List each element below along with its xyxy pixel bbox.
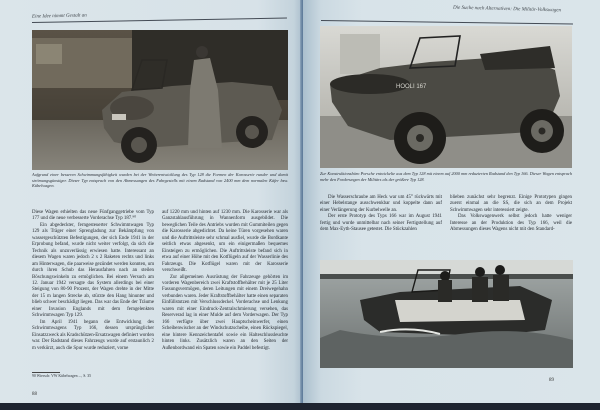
left-text-column-1: [32, 210, 154, 352]
paragraph: Ein abgedeckter, ferngesteuerter Schwimmwagen Typ 129 als Träger einer Sprengladung zur Bekämpfung von wassergeschützten Befestigungen, der sich Ende 1941 in der Erprobung befand, wurde nicht weiter verfolgt, da sich die Technik als unzuverlässig erwiesen hatte. Interessant an diesem Wagen waren jedoch 2 x 2 Raketen rechts und links am Hinterwagen, die paarweise gezündet werden konnten, um durch ihren Schub das Herausfahren nach an steilen Böschungswinkeln zu ermöglichen. Bei einem Versuch am 12. Januar 1942 versagte das System allerdings bei einer Steigung von 80-90 Prozent, der Wagen drehte in der Mitte der 15 m langen Strecke ab, stürzte den Hang hinunter und blieb schwer beschädigt liegen. Das war das Ende der Träume einer Invasion Englands mit dem ferngelenkten Schwimmwagen Typ 129.: [32, 222, 154, 319]
right-header-rule: [321, 20, 573, 25]
footnote: 90 Wiersch: VW Kübelwagen ..., S. 35: [32, 374, 92, 378]
paragraph: blieben zunächst sehr begrenzt. Einige Prototypen gingen zuerst einmal an die SS, die sich an dem Projekt Schwimmwagen sehr interessiert zeigte.: [450, 195, 572, 213]
right-top-photo-schwimmwagen: [320, 26, 572, 168]
left-running-head: Eine Idee nimmt Gestalt an: [31, 13, 87, 20]
svg-text:HOOLI 167: HOOLI 167: [396, 84, 427, 90]
right-text-column-1: [320, 195, 442, 234]
paragraph: Diese Wagen erhielten das neue Fünfganggetriebe vom Typ 177 und die neue verbesserte Vorderachse Typ 187.⁹⁰: [32, 210, 154, 222]
book-bottom-edge: [0, 403, 600, 410]
paragraph: Im April 1941 begann die Entwicklung des Schwimmwagens Typ 166, dessen ursprünglicher Einsatzzweck als Kradschützen-Ersatzwagen definiert worden war. Der Radstand dieses Fahrzeugs wurde auf erstaunlich 2 m verkürzt, auch die Spur wurde reduziert, vorne: [32, 319, 154, 351]
right-photo-caption: Zur Konstruktionsbüro Porsche entwickelte aus dem Typ 128 mit einem auf 2000 mm reduzierten Radstand den Typ 166. Dieser Wagen entsprach mehr den Forderungen der Militärs als der größere Typ 128.: [320, 171, 572, 182]
right-page: [303, 0, 600, 410]
left-page-number: 88: [32, 392, 37, 397]
paragraph: Der erste Prototyp des Typs 166 war im August 1941 fertig und wurde unmittelbar nach seiner Fertigstellung auf dem Max-Eyth-Stausee getestet. Die Stückzahlen: [320, 214, 442, 233]
right-page-number: 89: [549, 378, 554, 383]
footnote-rule: [32, 372, 60, 373]
right-bottom-photo-water-crossing: [320, 260, 573, 368]
paragraph: auf 1220 mm und hinten auf 1230 mm. Die Karosserie war als Ganzstahlausführung in Wannenform ausgebildet. Die beweglichen Teile des Antriebs wurden mit Gummiteilen gegen die Karosserie abgedichtet. Da keine Türen vorgesehen waren und die Auftrittsleiste sehr schmal ausfiel, wurde die Bordkante seitlich etwas abgesenkt, um ein einigermaßen bequemes Einsteigen zu ermöglichen. Die Auftrittsleiste befand sich in etwa auf einer Höhe mit den Kotflügeln auf der Wasserlinie des Fahrzeugs. Die Kotflügel waren mit der Karosserie verschweißt.: [162, 210, 288, 274]
paragraph: Das Volkswagenwerk selbst jedoch hatte weniger Interesse an der Produktion des Typ 166, weil die Abmessungen dieses Wagens nicht mit den Standard-: [450, 214, 572, 233]
left-photo-schwimmwagen: [32, 30, 288, 170]
paragraph: Die Wasserschraube am Heck war um 45° rückwärts mit einer Hebelstange ausschwenkbar und koppelte dann auf einer Verlängerung der Kurbelwelle an.: [320, 195, 442, 213]
right-text-column-2: [450, 195, 572, 234]
left-photo-caption: Aufgrund einer besseren Schwimmungsfähigkeit wurden bei der Weiterentwicklung des Typ 128 die Formen der Karosserie runder und damit strömungsgünstiger. Dieser Typ entsprach von den Abmessungen des Fahrgestells mit einem Radstand von 2400 mm dem normalen Käfer bzw. Kübelwagen.: [32, 172, 288, 189]
paragraph: Zur allgemeinen Ausrüstung der Fahrzeuge gehörten im vorderen Wagenbereich zwei Kraftstoffbehälter mit je 25 Liter Fassungsvermögen, deren Leitungen mit einem Dreiwegehahn verbunden waren. Jeder Kraftstoffbehälter hatte einen separaten Einfüllstutzen mit Verschlussdeckel. Vorderachse und Lenkung waren mit einer Eindruck-Zentralschmierung versehen, das Reserverad lag in einer Mulde auf dem Vorderwagen. Der Typ 166 verfügte über zwei Hauptscheinwerfer, einen Scheibenwischer an der Windschutzscheibe, einen Rückspiegel, eine hintere Kennzeichentafel sowie ein Halteschlussleuchte hinten links. Zusätzlich waren an den Seiten der Außenbordwand ein Spaten sowie ein Paddel befestigt.: [162, 274, 288, 351]
left-text-column-2: [162, 210, 288, 352]
right-running-head: Die Suche nach Alternativen: Die Militär-Volkswagen: [452, 5, 562, 14]
